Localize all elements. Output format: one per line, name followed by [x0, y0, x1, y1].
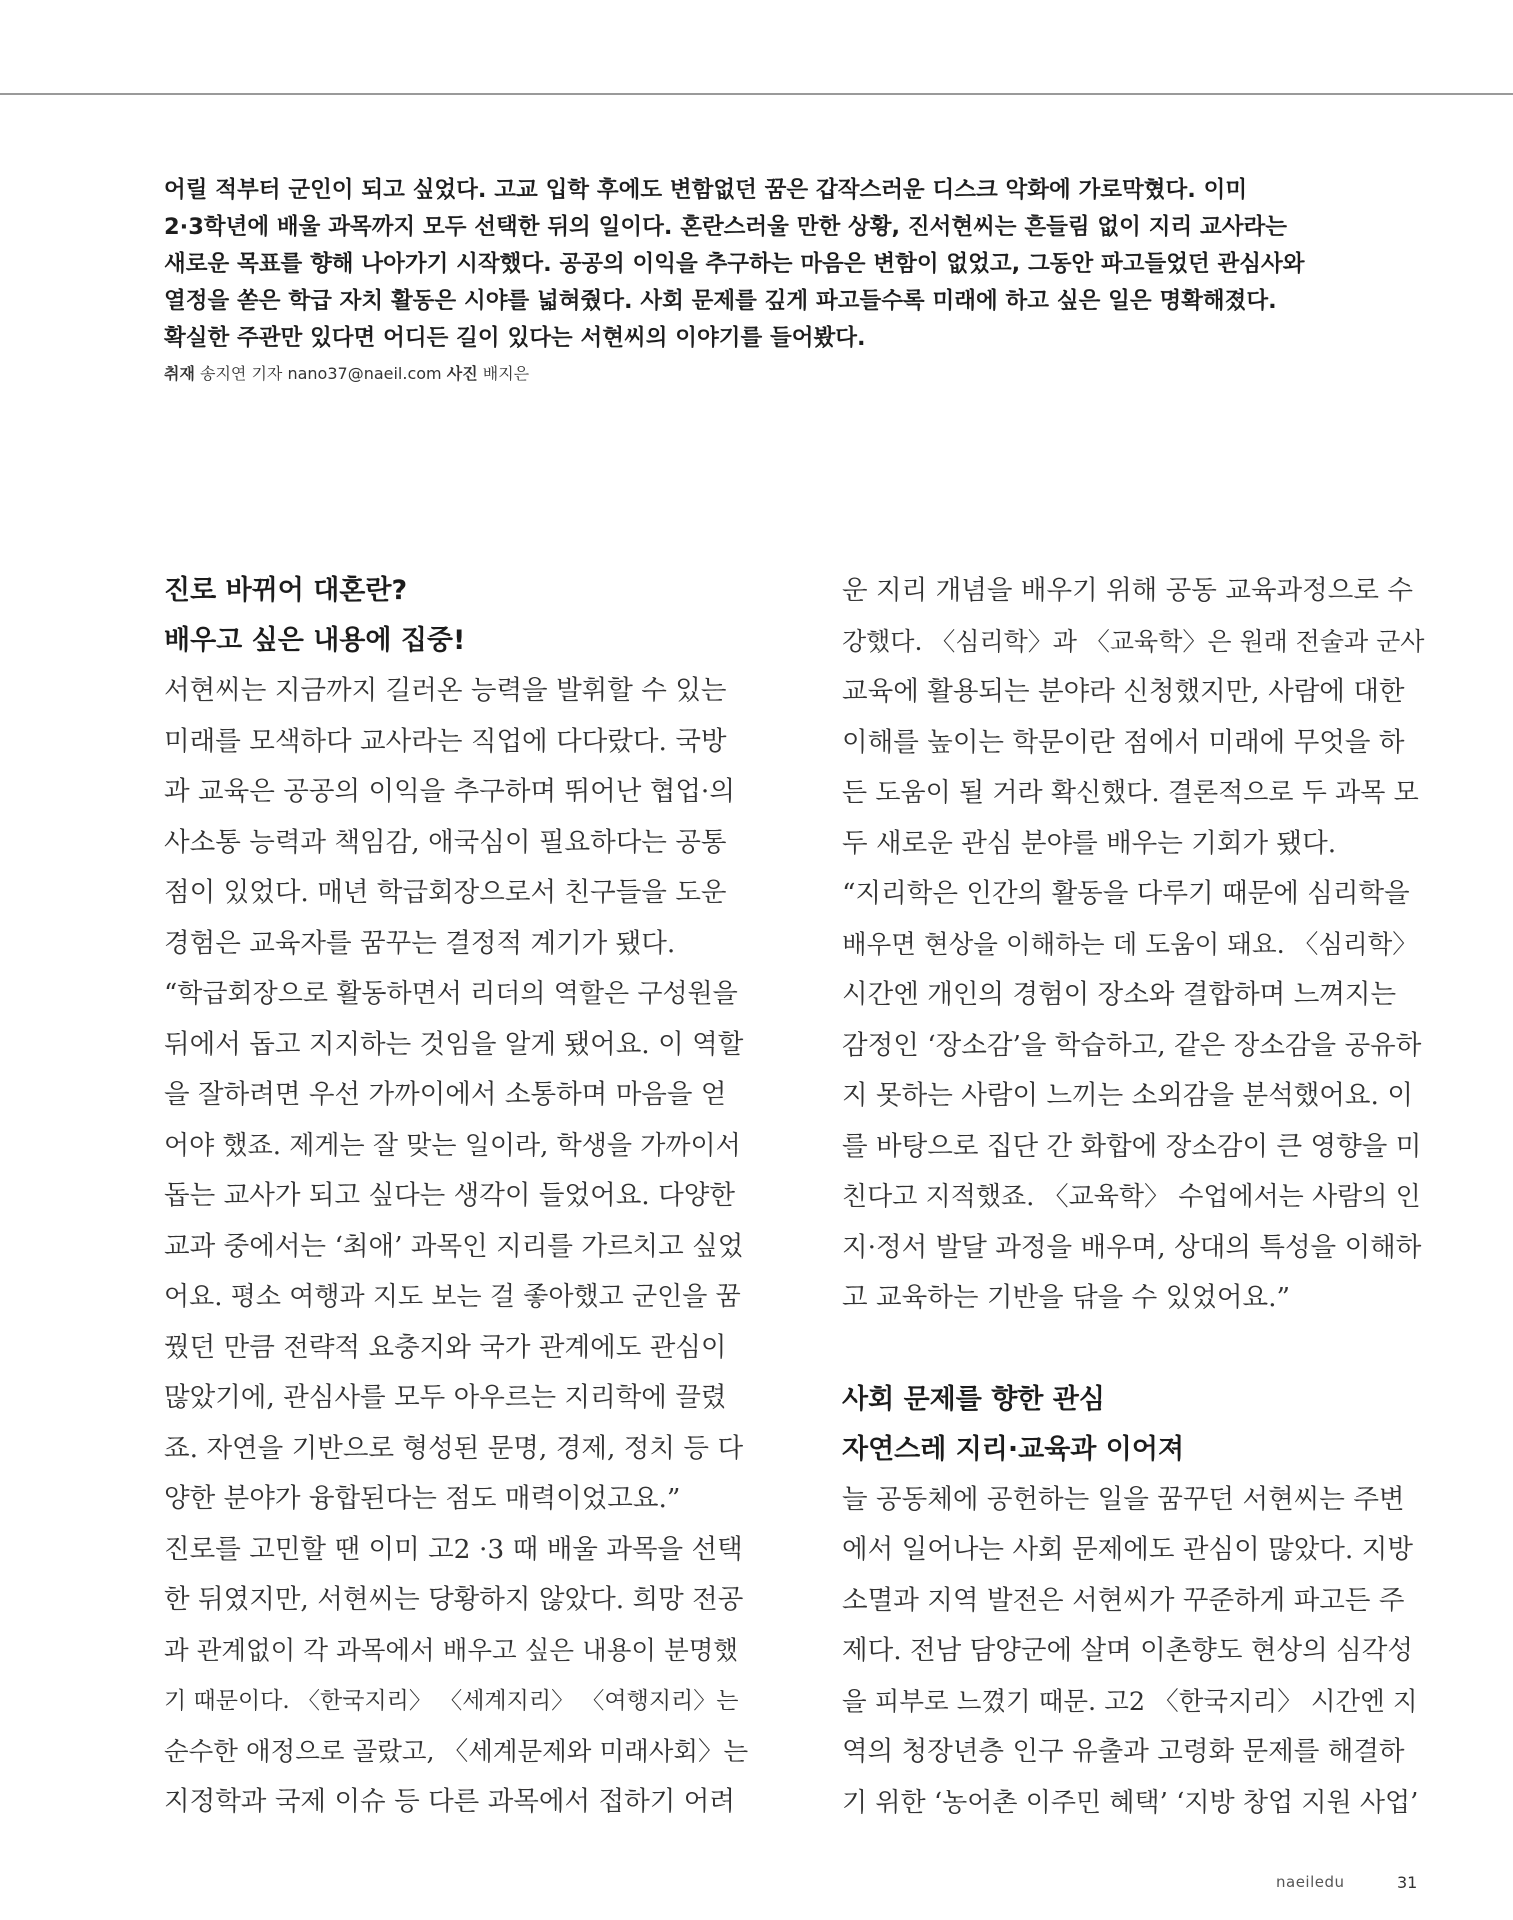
body-line: “지리학은 인간의 활동을 다루기 때문에 심리학을 [842, 878, 1410, 909]
body-line: 미래를 모색하다 교사라는 직업에 다다랐다. 국방 [164, 725, 727, 757]
right-body-bottom [842, 1475, 1426, 1829]
body-line: 역의 청장년층 인구 유출과 고령화 문제를 해결하 [842, 1736, 1405, 1767]
body-line: 과 관계없이 각 과목에서 배우고 싶은 내용이 분명했 [164, 1635, 739, 1666]
body-line: 양한 분야가 융합된다는 점도 매력이었고요.” [164, 1483, 681, 1514]
body-line: 소멸과 지역 발전은 서현씨가 꾸준하게 파고든 주 [842, 1584, 1405, 1616]
body-line: 운 지리 개념을 배우기 위해 공동 교육과정으로 수 [842, 575, 1413, 606]
intro-line: 2·3학년에 배울 과목까지 모두 선택한 뒤의 일이다. 혼란스러울 만한 상황, 진서현씨는 흔들림 없이 지리 교사라는 [164, 214, 1287, 240]
intro-lead [164, 172, 1354, 357]
magazine-brand: naeiledu [1276, 1873, 1345, 1891]
body-line: 사소통 능력과 책임감, 애국심이 필요하다는 공통 [164, 826, 727, 858]
intro-line: 새로운 목표를 향해 나아가기 시작했다. 공공의 이익을 추구하는 마음은 변함이 없었고, 그동안 파고들었던 관심사와 [164, 251, 1305, 277]
body-line: 시간엔 개인의 경험이 장소와 결합하며 느껴지는 [842, 979, 1397, 1010]
body-line: 어야 했죠. 제게는 잘 맞는 일이라, 학생을 가까이서 [164, 1130, 741, 1161]
section-heading: 진로 바뀌어 대혼란? [164, 575, 408, 606]
body-line: 지·정서 발달 과정을 배우며, 상대의 특성을 이해하 [842, 1231, 1422, 1263]
body-line: 배우면 현상을 이해하는 데 도움이 돼요. 〈심리학〉 [842, 929, 1418, 960]
body-line: 을 피부로 느꼈기 때문. 고2 〈한국지리〉 시간엔 지 [842, 1686, 1418, 1717]
body-line: “학급회장으로 활동하면서 리더의 역할은 구성원을 [164, 979, 738, 1009]
body-line: 지정학과 국제 이슈 등 다른 과목에서 접하기 어려 [164, 1786, 735, 1817]
body-line: 뒤에서 돕고 지지하는 것임을 알게 됐어요. 이 역할 [164, 1028, 744, 1060]
intro-line: 열정을 쏟은 학급 자치 활동은 시야를 넓혀줬다. 사회 문제를 깊게 파고들수록 미래에 하고 싶은 일은 명확해졌다. [164, 288, 1277, 314]
body-line: 죠. 자연을 기반으로 형성된 문명, 경제, 정치 등 다 [164, 1432, 744, 1464]
byline [164, 362, 964, 386]
body-line: 기 때문이다. 〈한국지리〉 〈세계지리〉 〈여행지리〉는 [164, 1688, 739, 1714]
body-line: 교과 중에서는 ‘최애’ 과목인 지리를 가르치고 싶었 [164, 1230, 744, 1262]
body-line: 고 교육하는 기반을 닦을 수 있었어요.” [842, 1282, 1291, 1313]
body-line: 에서 일어나는 사회 문제에도 관심이 많았다. 지방 [842, 1534, 1413, 1565]
body-line: 친다고 지적했죠. 〈교육학〉 수업에서는 사람의 인 [842, 1182, 1421, 1212]
body-line: 한 뒤였지만, 서현씨는 당황하지 않았다. 희망 전공 [164, 1584, 744, 1615]
body-line: 감정인 ‘장소감’을 학습하고, 같은 장소감을 공유하 [842, 1029, 1422, 1061]
intro-line: 확실한 주관만 있다면 어디든 길이 있다는 서현씨의 이야기를 들어봤다. [164, 325, 866, 351]
body-line: 을 잘하려면 우선 가까이에서 소통하며 마음을 얻 [164, 1079, 727, 1110]
reporter: 송지연 기자 nano37@naeil.com [200, 364, 442, 383]
body-line: 기 위한 ‘농어촌 이주민 혜택’ ‘지방 창업 지원 사업’ [842, 1787, 1419, 1818]
right-body-top [842, 566, 1426, 1324]
body-line: 경험은 교육자를 꿈꾸는 결정적 계기가 됐다. [164, 927, 676, 959]
body-line: 서현씨는 지금까지 길러온 능력을 발휘할 수 있는 [164, 675, 727, 706]
section-heading: 사회 문제를 향한 관심 [842, 1383, 1105, 1415]
body-line: 강했다. 〈심리학〉과 〈교육학〉은 원래 전술과 군사 [842, 626, 1425, 656]
body-line: 순수한 애정으로 골랐고, 〈세계문제와 미래사회〉는 [164, 1736, 749, 1767]
body-line: 두 새로운 관심 분야를 배우는 기회가 됐다. [842, 827, 1337, 859]
body-line: 진로를 고민할 땐 이미 고2 ·3 때 배울 과목을 선택 [164, 1533, 743, 1565]
photo-label: 사진 [446, 364, 478, 383]
body-line: 꿨던 만큼 전략적 요충지와 국가 관계에도 관심이 [164, 1331, 727, 1363]
photographer: 배지은 [482, 364, 530, 383]
body-line: 점이 있었다. 매년 학급회장으로서 친구들을 도운 [164, 877, 727, 908]
right-column [842, 566, 1426, 1828]
reporting-label: 취재 [164, 364, 195, 383]
body-line: 어요. 평소 여행과 지도 보는 걸 좋아했고 군인을 꿈 [164, 1282, 741, 1312]
page-number: 31 [1397, 1873, 1418, 1892]
body-line: 를 바탕으로 집단 간 화합에 장소감이 큰 영향을 미 [842, 1130, 1422, 1162]
body-line: 이해를 높이는 학문이란 점에서 미래에 무엇을 하 [842, 726, 1405, 758]
intro-line: 어릴 적부터 군인이 되고 싶었다. 고교 입학 후에도 변함없던 꿈은 갑작스러운 디스크 악화에 가로막혔다. 이미 [164, 177, 1248, 203]
left-body [164, 666, 748, 1828]
body-line: 많았기에, 관심사를 모두 아우르는 지리학에 끌렸 [164, 1382, 727, 1413]
body-line: 돕는 교사가 되고 싶다는 생각이 들었어요. 다양한 [164, 1180, 735, 1211]
section-heading: 자연스레 지리·교육과 이어져 [842, 1433, 1185, 1465]
body-line: 지 못하는 사람이 느끼는 소외감을 분석했어요. 이 [842, 1080, 1413, 1111]
section-heading: 배우고 싶은 내용에 집중! [164, 625, 466, 656]
section-gap [842, 1324, 1426, 1375]
left-column [164, 566, 748, 1828]
body-line: 교육에 활용되는 분야라 신청했지만, 사람에 대한 [842, 676, 1405, 707]
body-line: 든 도움이 될 거라 확신했다. 결론적으로 두 과목 모 [842, 778, 1419, 808]
body-line: 제다. 전남 담양군에 살며 이촌향도 현상의 심각성 [842, 1635, 1413, 1666]
body-line: 과 교육은 공공의 이익을 추구하며 뛰어난 협업·의 [164, 776, 735, 807]
top-rule [0, 93, 1513, 95]
body-line: 늘 공동체에 공헌하는 일을 꿈꾸던 서현씨는 주변 [842, 1483, 1405, 1515]
